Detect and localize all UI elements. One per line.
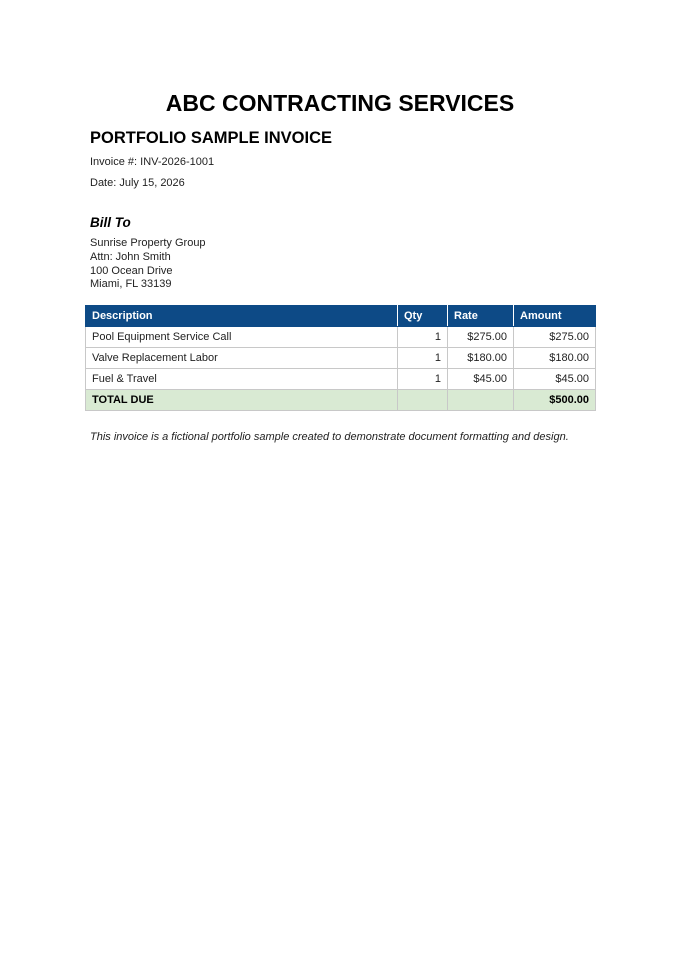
row-qty: 1: [398, 327, 448, 348]
row-qty: 1: [398, 348, 448, 369]
bill-to-attention: Attn: John Smith: [90, 250, 171, 263]
row-amount: $180.00: [514, 348, 596, 369]
table-header-row: [86, 306, 596, 327]
table-row: [86, 348, 596, 369]
bill-to-city: Miami, FL 33139: [90, 278, 172, 291]
bill-to-heading: Bill To: [90, 215, 131, 230]
table-row: [86, 369, 596, 390]
row-qty: 1: [398, 369, 448, 390]
row-amount: $45.00: [514, 369, 596, 390]
invoice-number: Invoice #: INV-2026-1001: [90, 156, 215, 168]
line-items-table: [85, 305, 596, 411]
row-rate: $45.00: [448, 369, 514, 390]
row-amount: $275.00: [514, 327, 596, 348]
table-row: [86, 327, 596, 348]
row-rate: $275.00: [448, 327, 514, 348]
invoice-date: Date: July 15, 2026: [90, 177, 185, 189]
bill-to-company: Sunrise Property Group: [90, 237, 206, 249]
bill-to-address: [90, 237, 206, 292]
total-rate-empty: [448, 390, 514, 411]
total-amount: $500.00: [514, 390, 596, 411]
invoice-title: PORTFOLIO SAMPLE INVOICE: [90, 129, 333, 147]
header-description: Description: [86, 306, 398, 327]
total-row: [86, 390, 596, 411]
total-label: TOTAL DUE: [86, 390, 398, 411]
header-rate: Rate: [448, 306, 514, 327]
bill-to-street: 100 Ocean Drive: [90, 264, 173, 277]
row-description: Valve Replacement Labor: [86, 348, 398, 369]
header-qty: Qty: [398, 306, 448, 327]
company-name: ABC CONTRACTING SERVICES: [165, 90, 515, 116]
row-rate: $180.00: [448, 348, 514, 369]
header-amount: Amount: [514, 306, 596, 327]
total-qty-empty: [398, 390, 448, 411]
row-description: Fuel & Travel: [86, 369, 398, 390]
row-description: Pool Equipment Service Call: [86, 327, 398, 348]
footnote: This invoice is a fictional portfolio sample created to demonstrate document formatting and design.: [90, 431, 569, 443]
